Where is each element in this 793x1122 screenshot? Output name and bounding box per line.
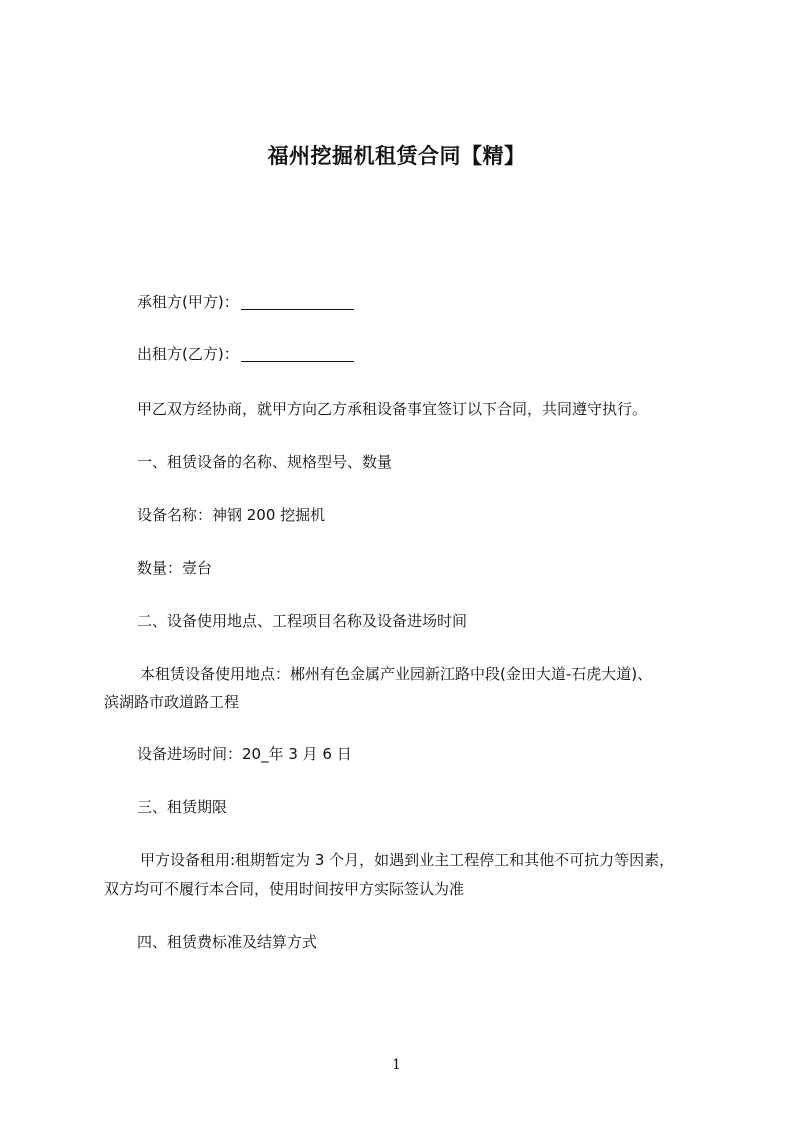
term-line-2: 双方均可不履行本合同，使用时间按甲方实际签认为准 xyxy=(104,880,465,898)
lessor-line xyxy=(104,341,737,367)
term-line-1: 甲方设备租用:租期暂定为 3 个月，如遇到业主工程停工和其他不可抗力等因素， xyxy=(140,851,675,869)
lessee-blank-field xyxy=(241,293,354,310)
lessor-label: 出租方(乙方)： xyxy=(137,345,239,363)
section2-heading: 二、设备使用地点、工程项目名称及设备进场时间 xyxy=(137,612,468,630)
lessee-label: 承租方(甲方)： xyxy=(137,293,239,311)
equipment-name: 设备名称：神钢 200 挖掘机 xyxy=(137,506,326,524)
section1-heading: 一、租赁设备的名称、规格型号、数量 xyxy=(137,453,393,471)
lessee-line xyxy=(104,289,737,315)
equipment-quantity: 数量：壹台 xyxy=(137,559,213,577)
location-line-1: 本租赁设备使用地点：郴州有色金属产业园新江路中段(金田大道-石虎大道)、 xyxy=(140,665,653,683)
document-title: 福州挖掘机租赁合同【精】 xyxy=(267,144,526,168)
lessor-blank-field xyxy=(241,345,354,362)
page-number: 1 xyxy=(392,1057,401,1073)
entry-time: 设备进场时间：20_年 3 月 6 日 xyxy=(137,745,352,763)
location-line-2: 滨湖路市政道路工程 xyxy=(104,693,240,711)
section3-heading: 三、租赁期限 xyxy=(137,798,228,816)
intro-paragraph: 甲乙双方经协商，就甲方向乙方承租设备事宜签订以下合同，共同遵守执行。 xyxy=(137,400,648,418)
section4-heading: 四、租赁费标准及结算方式 xyxy=(137,933,318,951)
